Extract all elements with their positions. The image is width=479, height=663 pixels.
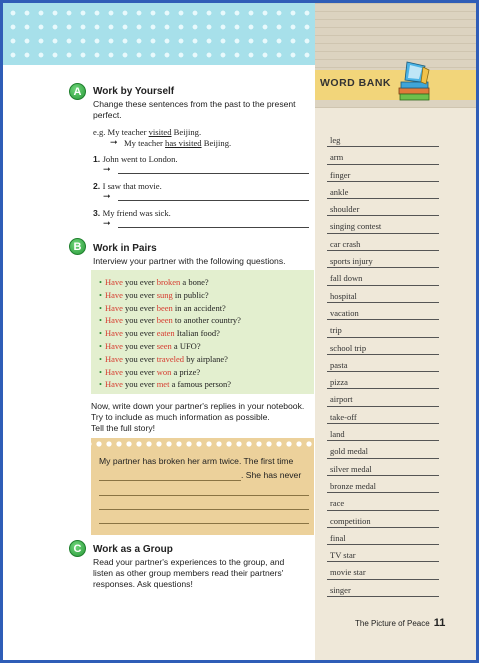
question-item: • Have you ever seen a UFO?	[99, 340, 201, 351]
section-c-title: Work as a Group	[93, 544, 173, 555]
arrow-icon: ➞	[103, 218, 111, 228]
arrow-icon: ➞	[110, 137, 118, 147]
top-banner	[3, 3, 315, 65]
word-item: school trip	[327, 338, 439, 355]
page-footer	[355, 617, 445, 629]
word-bank-panel	[315, 3, 476, 660]
word-list	[327, 130, 439, 597]
sample-blank-3[interactable]	[99, 509, 309, 510]
section-a-badge: A	[69, 83, 86, 100]
books-icon	[393, 58, 435, 102]
word-item: leg	[327, 130, 439, 147]
word-item: car crash	[327, 234, 439, 251]
word-item: take-off	[327, 407, 439, 424]
word-item: race	[327, 493, 439, 510]
word-item: sports injury	[327, 251, 439, 268]
question-item: • Have you ever been in an accident?	[99, 302, 226, 313]
word-item: airport	[327, 389, 439, 406]
follow-up-line-2: Try to include as much information as possible.	[91, 412, 270, 422]
dotted-border	[91, 438, 314, 450]
item-number: 3.	[93, 208, 101, 218]
section-a-title: Work by Yourself	[93, 86, 175, 97]
book-title: The Picture of Peace	[355, 619, 430, 628]
section-c-text-1: Read your partner's experiences to the group, and	[93, 557, 285, 567]
section-b-title: Work in Pairs	[93, 243, 157, 254]
section-b-badge: B	[69, 238, 86, 255]
word-item: vacation	[327, 303, 439, 320]
example-verb: visited	[148, 127, 172, 137]
example-prefix: e.g. My teacher	[93, 127, 149, 137]
answer-line-2[interactable]	[118, 200, 309, 201]
item-text: My friend was sick.	[102, 208, 171, 218]
question-item: • Have you ever eaten Italian food?	[99, 328, 220, 339]
sample-line-2: . She has never	[241, 470, 302, 480]
word-item: TV star	[327, 545, 439, 562]
section-c-text-2: listen as other group members read their partners'	[93, 568, 284, 578]
word-item: ankle	[327, 182, 439, 199]
word-item: singer	[327, 580, 439, 597]
follow-up-line-3: Tell the full story!	[91, 423, 155, 433]
word-item: competition	[327, 511, 439, 528]
item-text: I saw that movie.	[102, 181, 162, 191]
word-item: pizza	[327, 372, 439, 389]
word-item: arm	[327, 147, 439, 164]
section-a-instruction-1: Change these sentences from the past to the present	[93, 99, 296, 109]
question-item: • Have you ever been to another country?	[99, 315, 241, 326]
example-answer-verb: has visited	[165, 138, 202, 148]
word-item: singing contest	[327, 216, 439, 233]
sample-blank-2[interactable]	[99, 495, 309, 496]
section-a-instruction-2: perfect.	[93, 110, 122, 120]
word-bank-title: WORD BANK	[320, 77, 391, 89]
arrow-icon: ➞	[103, 164, 111, 174]
word-item: pasta	[327, 355, 439, 372]
word-item: finger	[327, 165, 439, 182]
example-answer-prefix: My teacher	[124, 138, 166, 148]
word-item: movie star	[327, 562, 439, 579]
question-item: • Have you ever met a famous person?	[99, 379, 232, 390]
word-item: hospital	[327, 286, 439, 303]
word-item: trip	[327, 320, 439, 337]
word-item: final	[327, 528, 439, 545]
example-answer-suffix: Beijing.	[201, 138, 232, 148]
word-item: gold medal	[327, 441, 439, 458]
item-number: 2.	[93, 181, 101, 191]
question-item: • Have you ever won a prize?	[99, 366, 201, 377]
question-item: • Have you ever traveled by airplane?	[99, 353, 228, 364]
follow-up-line-1: Now, write down your partner's replies in your notebook.	[91, 401, 305, 411]
example-suffix: Beijing.	[171, 127, 202, 137]
word-item: bronze medal	[327, 476, 439, 493]
question-list	[99, 276, 241, 391]
word-item: land	[327, 424, 439, 441]
sample-line-1: My partner has broken her arm twice. The first time	[99, 456, 294, 466]
word-item: fall down	[327, 268, 439, 285]
item-text: John went to London.	[102, 154, 178, 164]
sample-answer-box	[91, 438, 314, 535]
section-c-badge: C	[69, 540, 86, 557]
example-answer	[124, 138, 231, 149]
sample-blank-4[interactable]	[99, 523, 309, 524]
word-bank-header	[315, 70, 476, 100]
sample-blank-1[interactable]	[99, 480, 241, 481]
section-c-text-3: responses. Ask questions!	[93, 579, 193, 589]
answer-line-3[interactable]	[118, 227, 309, 228]
section-b-instruction: Interview your partner with the following questions.	[93, 256, 286, 266]
item-number: 1.	[93, 154, 101, 164]
word-item: silver medal	[327, 459, 439, 476]
questions-box	[91, 270, 314, 394]
word-item: shoulder	[327, 199, 439, 216]
question-item: • Have you ever broken a bone?	[99, 277, 209, 287]
answer-line-1[interactable]	[118, 173, 309, 174]
arrow-icon: ➞	[103, 191, 111, 201]
question-item: • Have you ever sung in public?	[99, 289, 209, 300]
page-number: 11	[433, 617, 446, 629]
